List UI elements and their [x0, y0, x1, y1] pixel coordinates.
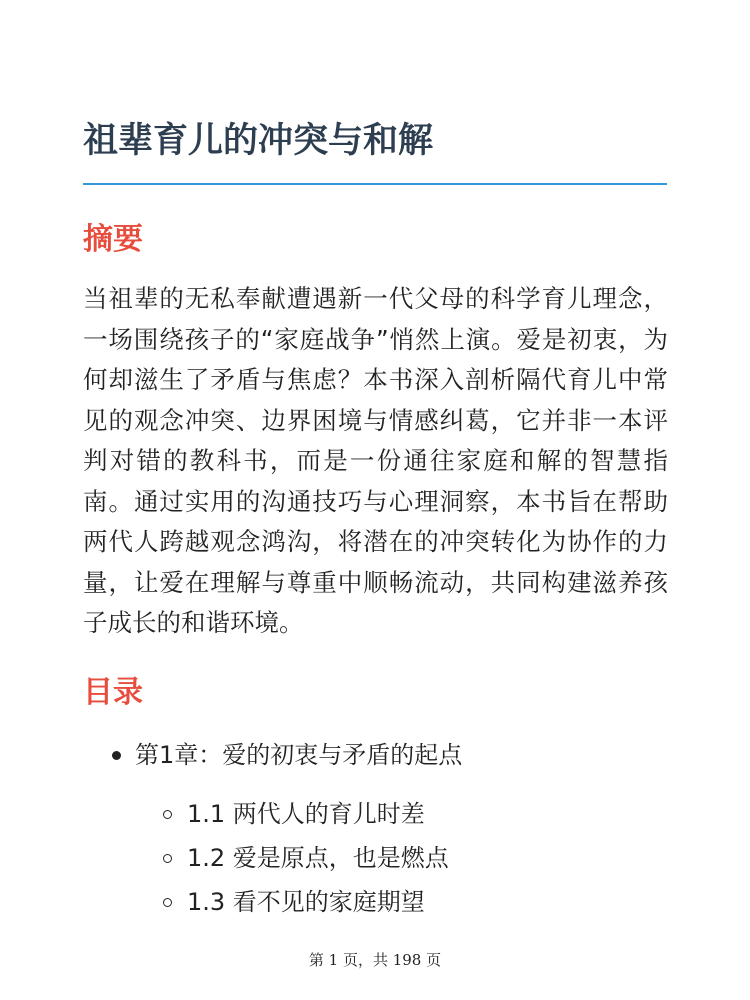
toc-section-item — [163, 794, 425, 834]
toc-chapter-label: 第1章：爱的初衷与矛盾的起点 — [135, 741, 463, 769]
circle-bullet-icon — [163, 898, 172, 907]
page-footer: 第 1 页，共 198 页 — [308, 951, 442, 969]
circle-bullet-icon — [163, 810, 172, 819]
disc-bullet-icon — [112, 751, 121, 760]
toc-chapter-item — [112, 735, 462, 775]
toc-section-item — [163, 882, 425, 922]
circle-bullet-icon — [163, 854, 172, 863]
title-divider — [83, 183, 667, 185]
abstract-paragraph: 当祖辈的无私奉献遭遇新一代父母的科学育儿理念，一场围绕孩子的“家庭战争”悄然上演。爱是初衷，为何却滋生了矛盾与焦虑？本书深入剖析隔代育儿中常见的观念冲突、边界困境与情感纠葛，它并非一本评判对错的教科书，而是一份通往家庭和解的智慧指南。通过实用的沟通技巧与心理洞察，本书旨在帮助两代人跨越观念鸿沟，将潜在的冲突转化为协作的力量，让爱在理解与尊重中顺畅流动，共同构建滋养孩子成长的和谐环境。 — [83, 284, 668, 637]
toc-section-label: 1.2 爱是原点，也是燃点 — [187, 844, 449, 872]
abstract-heading: 摘要 — [83, 222, 143, 257]
toc-section-item — [163, 838, 449, 878]
document-title: 祖辈育儿的冲突与和解 — [83, 121, 434, 161]
toc-heading: 目录 — [83, 675, 143, 710]
toc-section-label: 1.1 两代人的育儿时差 — [187, 800, 425, 828]
toc-section-label: 1.3 看不见的家庭期望 — [187, 888, 425, 916]
